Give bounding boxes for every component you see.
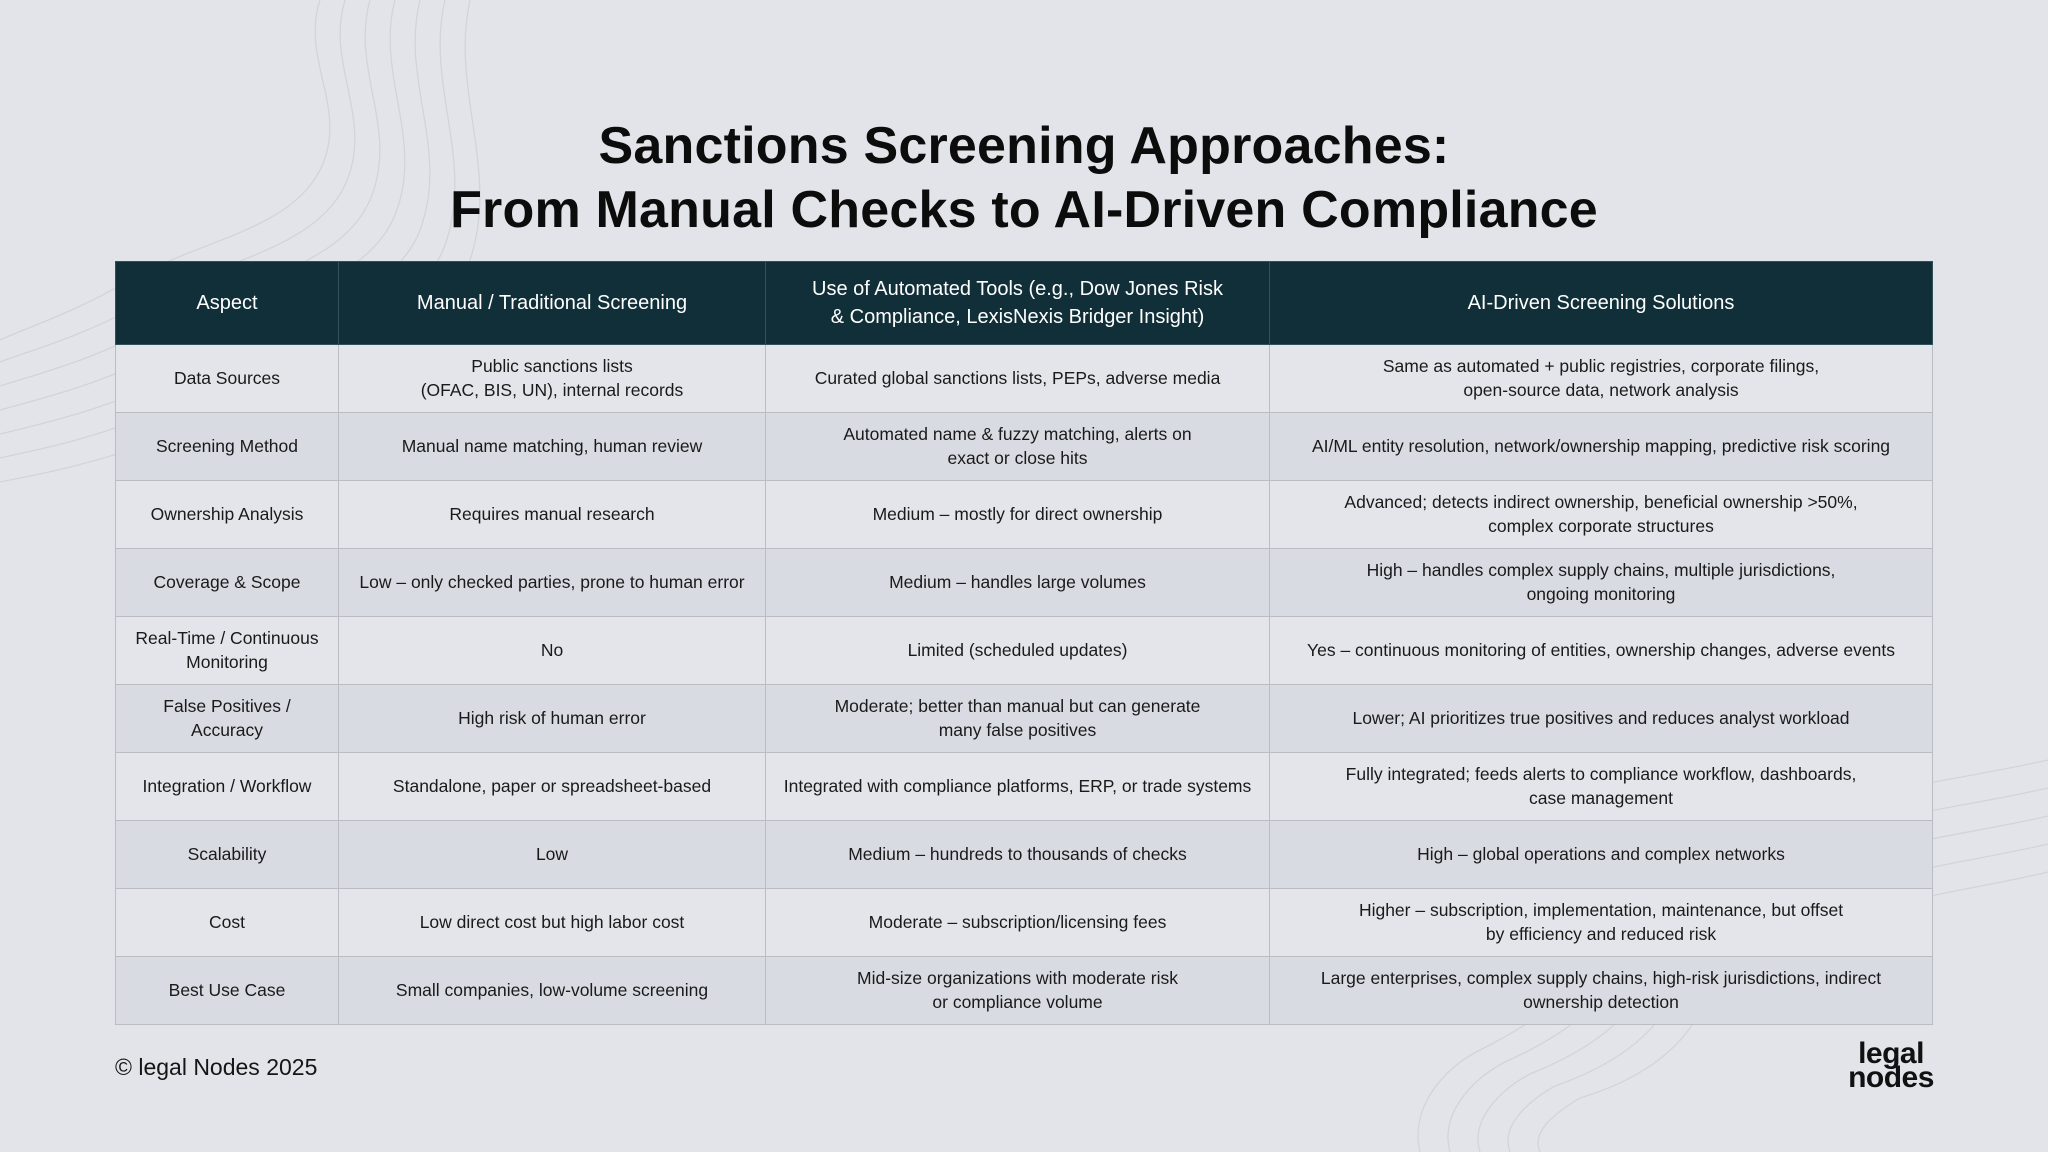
legal-nodes-logo — [1846, 1037, 1936, 1094]
table-row — [116, 685, 1933, 753]
table-cell: Moderate; better than manual but can generate many false positives — [766, 685, 1270, 753]
table-row — [116, 617, 1933, 685]
table-cell: Large enterprises, complex supply chains, high-risk jurisdictions, indirect ownership detection — [1270, 957, 1933, 1025]
table-cell: Moderate – subscription/licensing fees — [766, 889, 1270, 957]
column-header: AI-Driven Screening Solutions — [1270, 262, 1933, 345]
page-title — [0, 114, 2048, 242]
table-row — [116, 481, 1933, 549]
table-cell: Limited (scheduled updates) — [766, 617, 1270, 685]
table-cell: Curated global sanctions lists, PEPs, adverse media — [766, 345, 1270, 413]
column-header: Aspect — [116, 262, 339, 345]
table-cell: Advanced; detects indirect ownership, beneficial ownership >50%, complex corporate structures — [1270, 481, 1933, 549]
table-row — [116, 549, 1933, 617]
table-cell: Same as automated + public registries, corporate filings, open-source data, network analysis — [1270, 345, 1933, 413]
table-cell: Yes – continuous monitoring of entities, ownership changes, adverse events — [1270, 617, 1933, 685]
table-cell: Standalone, paper or spreadsheet-based — [339, 753, 766, 821]
title-line-1: Sanctions Screening Approaches: — [598, 117, 1450, 175]
table-cell: Screening Method — [116, 413, 339, 481]
table-cell: Best Use Case — [116, 957, 339, 1025]
table-cell: Medium – hundreds to thousands of checks — [766, 821, 1270, 889]
comparison-table — [115, 261, 1933, 1025]
logo-line-1: legal — [1858, 1037, 1924, 1070]
table-cell: Requires manual research — [339, 481, 766, 549]
table-row — [116, 753, 1933, 821]
table-cell: Ownership Analysis — [116, 481, 339, 549]
title-line-2: From Manual Checks to AI-Driven Compliance — [450, 181, 1598, 239]
table-row — [116, 821, 1933, 889]
table-cell: Automated name & fuzzy matching, alerts on exact or close hits — [766, 413, 1270, 481]
table-cell: Low direct cost but high labor cost — [339, 889, 766, 957]
table-cell: Manual name matching, human review — [339, 413, 766, 481]
table-cell: Fully integrated; feeds alerts to compliance workflow, dashboards, case management — [1270, 753, 1933, 821]
table-cell: Lower; AI prioritizes true positives and reduces analyst workload — [1270, 685, 1933, 753]
column-header: Use of Automated Tools (e.g., Dow Jones Risk & Compliance, LexisNexis Bridger Insight) — [766, 262, 1270, 345]
table-cell: Higher – subscription, implementation, maintenance, but offset by efficiency and reduced risk — [1270, 889, 1933, 957]
table-cell: Coverage & Scope — [116, 549, 339, 617]
table-cell: No — [339, 617, 766, 685]
logo-line-2: nodes — [1848, 1061, 1934, 1094]
table-header-row — [116, 262, 1933, 345]
table-row — [116, 889, 1933, 957]
table-cell: Integrated with compliance platforms, ERP, or trade systems — [766, 753, 1270, 821]
table-cell: Mid-size organizations with moderate risk or compliance volume — [766, 957, 1270, 1025]
table-cell: Low — [339, 821, 766, 889]
table-cell: Small companies, low-volume screening — [339, 957, 766, 1025]
copyright-text: © legal Nodes 2025 — [115, 1054, 318, 1080]
table-cell: High – global operations and complex networks — [1270, 821, 1933, 889]
table-cell: Public sanctions lists (OFAC, BIS, UN), internal records — [339, 345, 766, 413]
table-row — [116, 957, 1933, 1025]
table-cell: Medium – handles large volumes — [766, 549, 1270, 617]
table-cell: AI/ML entity resolution, network/ownership mapping, predictive risk scoring — [1270, 413, 1933, 481]
table-cell: Low – only checked parties, prone to human error — [339, 549, 766, 617]
table-row — [116, 413, 1933, 481]
table-cell: Data Sources — [116, 345, 339, 413]
table-cell: High – handles complex supply chains, multiple jurisdictions, ongoing monitoring — [1270, 549, 1933, 617]
table-cell: Medium – mostly for direct ownership — [766, 481, 1270, 549]
table-cell: Real-Time / Continuous Monitoring — [116, 617, 339, 685]
table-cell: High risk of human error — [339, 685, 766, 753]
table-cell: False Positives / Accuracy — [116, 685, 339, 753]
table-row — [116, 345, 1933, 413]
table-cell: Scalability — [116, 821, 339, 889]
table-cell: Integration / Workflow — [116, 753, 339, 821]
column-header: Manual / Traditional Screening — [339, 262, 766, 345]
table-cell: Cost — [116, 889, 339, 957]
